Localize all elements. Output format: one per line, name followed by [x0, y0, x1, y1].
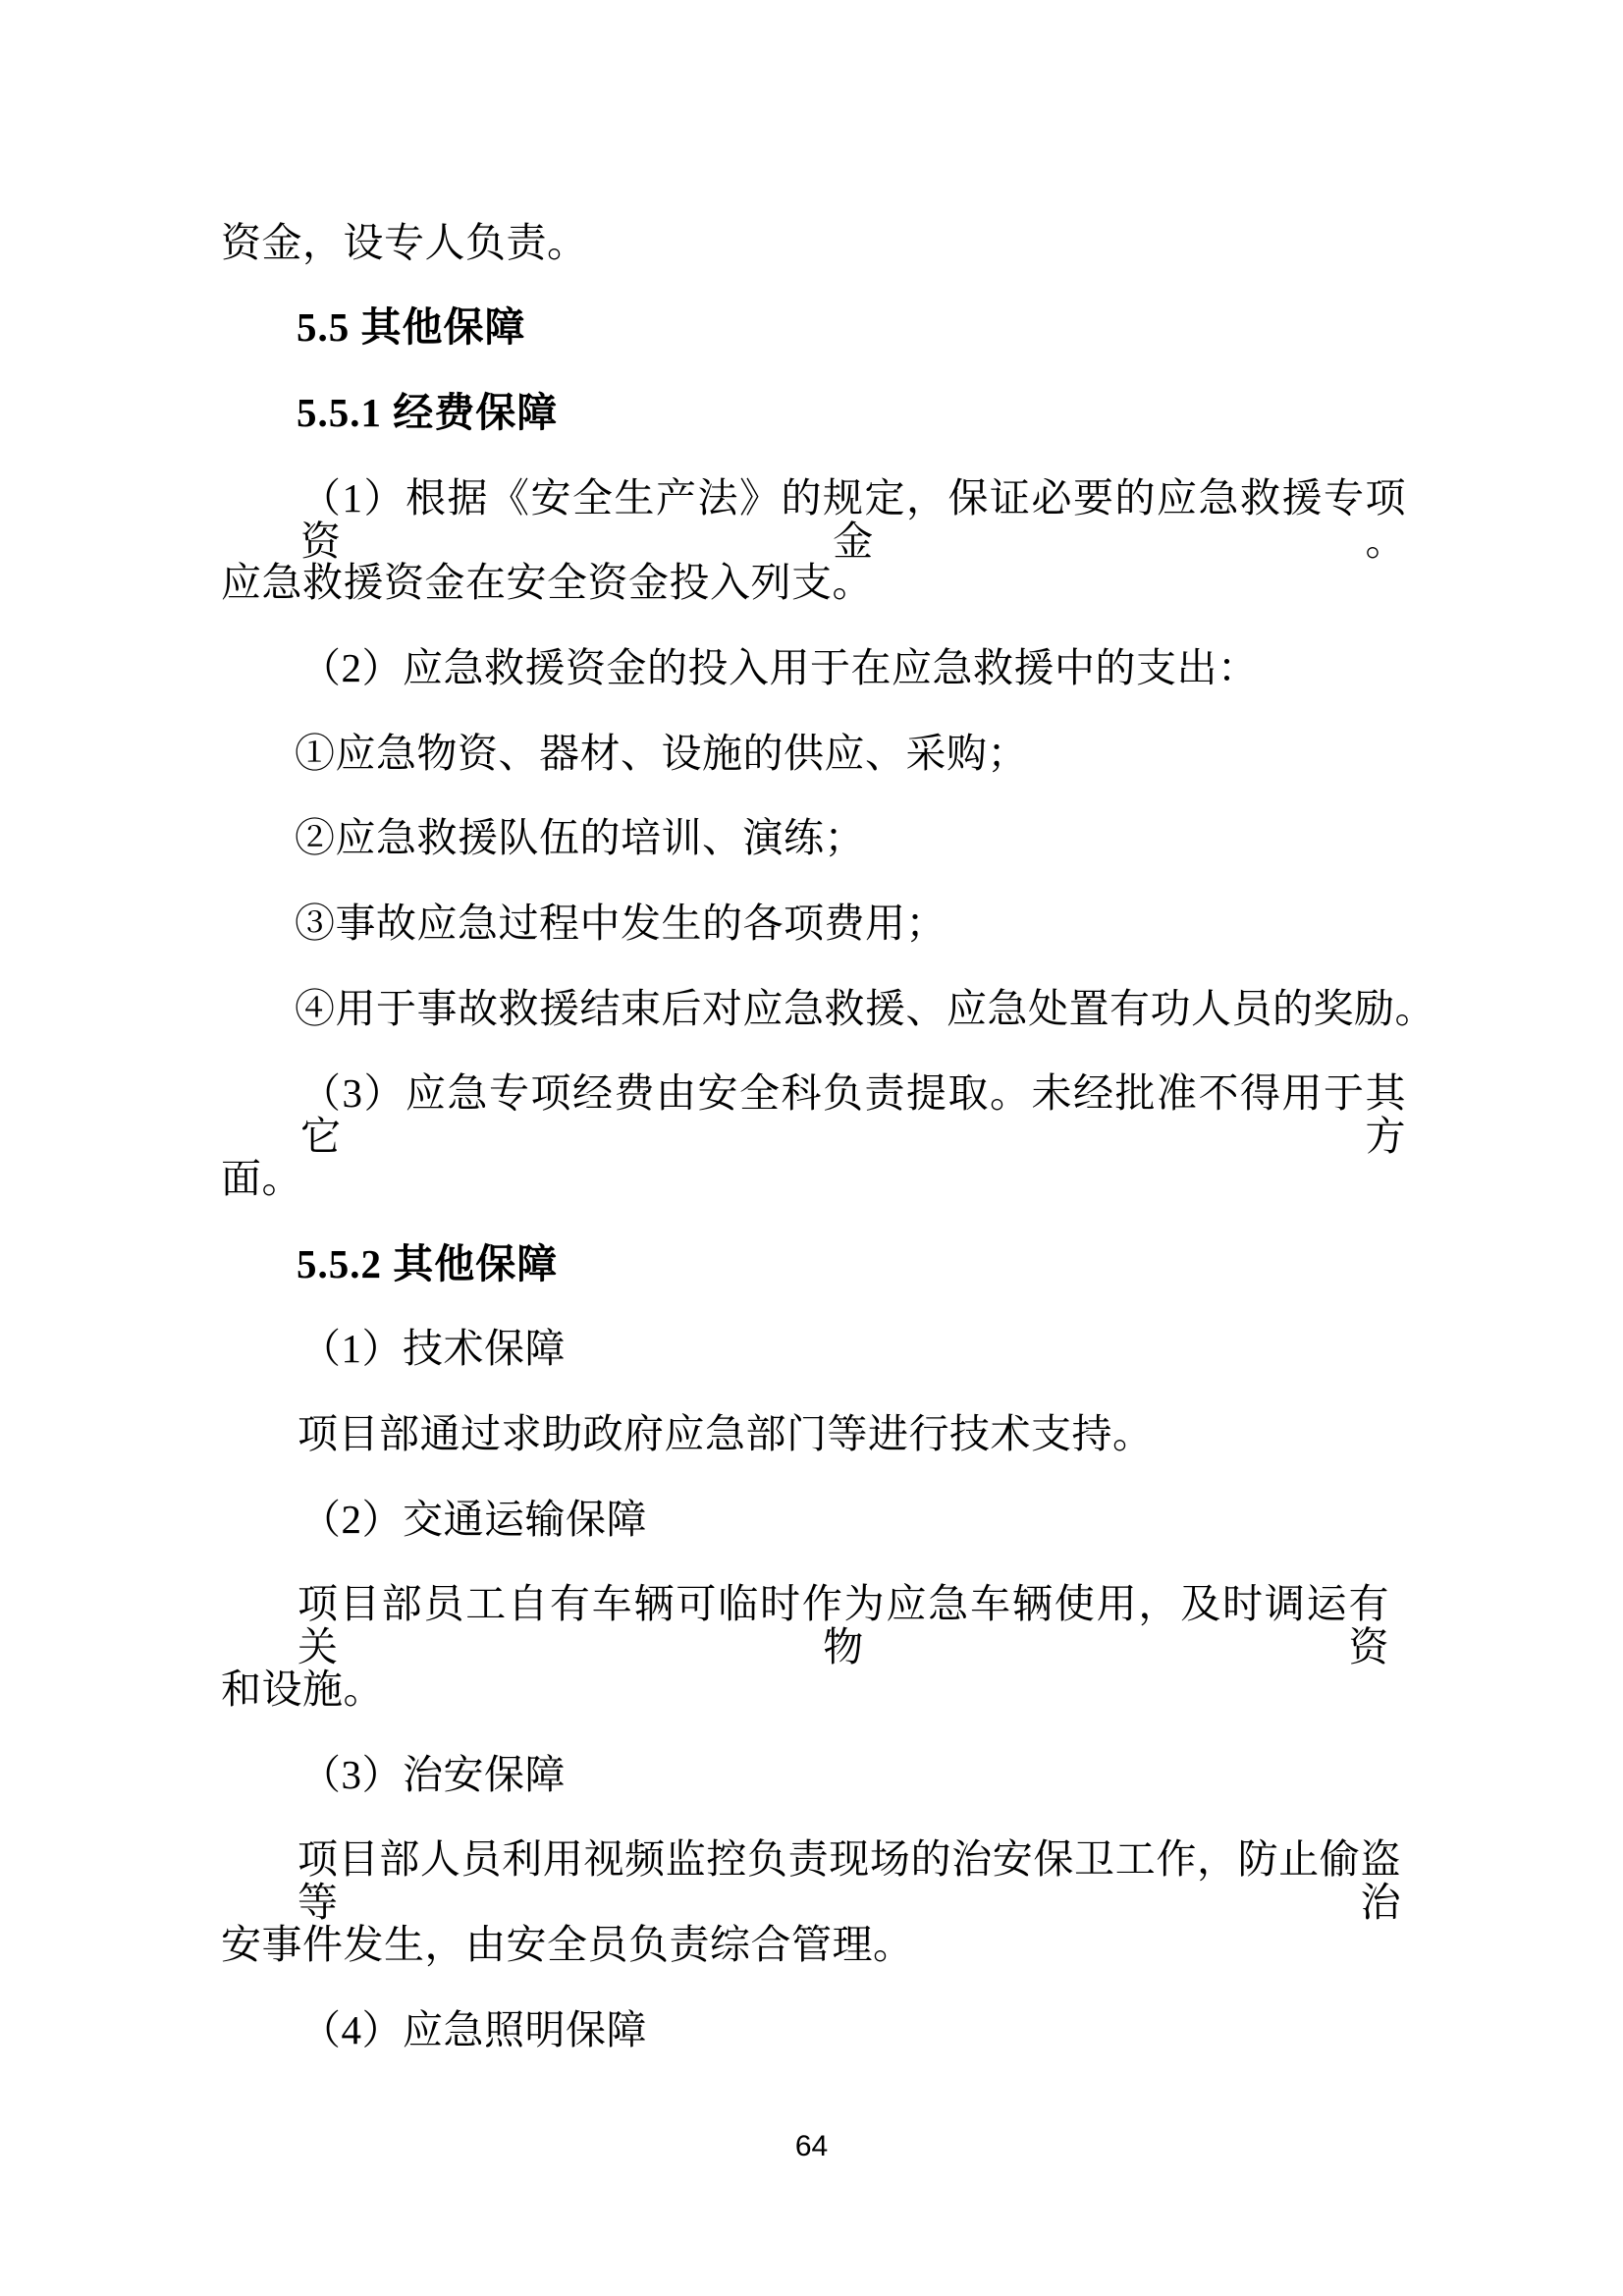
transport-safeguard-body-line-1: 项目部员工自有车辆可临时作为应急车辆使用，及时调运有关物资	[298, 1581, 1389, 1669]
security-safeguard-heading: （3）治安保障	[300, 1752, 566, 1797]
page-number: 64	[794, 2130, 829, 2162]
expense-list-item-3: ③事故应急过程中发生的各项费用；	[295, 901, 947, 946]
security-safeguard-body-line-1: 项目部人员利用视频监控负责现场的治安保卫工作，防止偷盗等治	[298, 1836, 1401, 1925]
transport-safeguard-heading: （2）交通运输保障	[300, 1497, 647, 1542]
funding-item-3-line-2: 面。	[221, 1156, 302, 1201]
funding-item-1-line-2: 应急救援资金在安全资金投入列支。	[221, 560, 873, 605]
transport-safeguard-body-line-2: 和设施。	[221, 1667, 384, 1712]
expense-list-item-4: ④用于事故救援结束后对应急救援、应急处置有功人员的奖励。	[295, 986, 1435, 1031]
expense-list-item-1: ①应急物资、器材、设施的供应、采购；	[295, 731, 1028, 776]
funding-item-2-line: （2）应急救援资金的投入用于在应急救援中的支出：	[300, 645, 1259, 690]
funding-item-3-line-1: （3）应急专项经费由安全科负责提取。未经批准不得用于其它方	[300, 1070, 1406, 1159]
tech-safeguard-body: 项目部通过求助政府应急部门等进行技术支持。	[298, 1411, 1154, 1456]
para-tail-funding-responsible: 资金，设专人负责。	[221, 220, 588, 265]
heading-5-5-2-other-safeguards: 5.5.2 其他保障	[297, 1241, 559, 1286]
expense-list-item-2: ②应急救援队伍的培训、演练；	[295, 815, 865, 860]
security-safeguard-body-line-2: 安事件发生，由安全员负责综合管理。	[221, 1922, 914, 1967]
heading-5-5-1-funding-safeguard: 5.5.1 经费保障	[297, 390, 559, 435]
funding-item-1-line-1: （1）根据《安全生产法》的规定，保证必要的应急救援专项资金。	[300, 475, 1406, 564]
lighting-safeguard-heading: （4）应急照明保障	[300, 2007, 647, 2052]
tech-safeguard-heading: （1）技术保障	[300, 1326, 566, 1371]
heading-5-5-other-safeguards: 5.5 其他保障	[297, 304, 526, 350]
